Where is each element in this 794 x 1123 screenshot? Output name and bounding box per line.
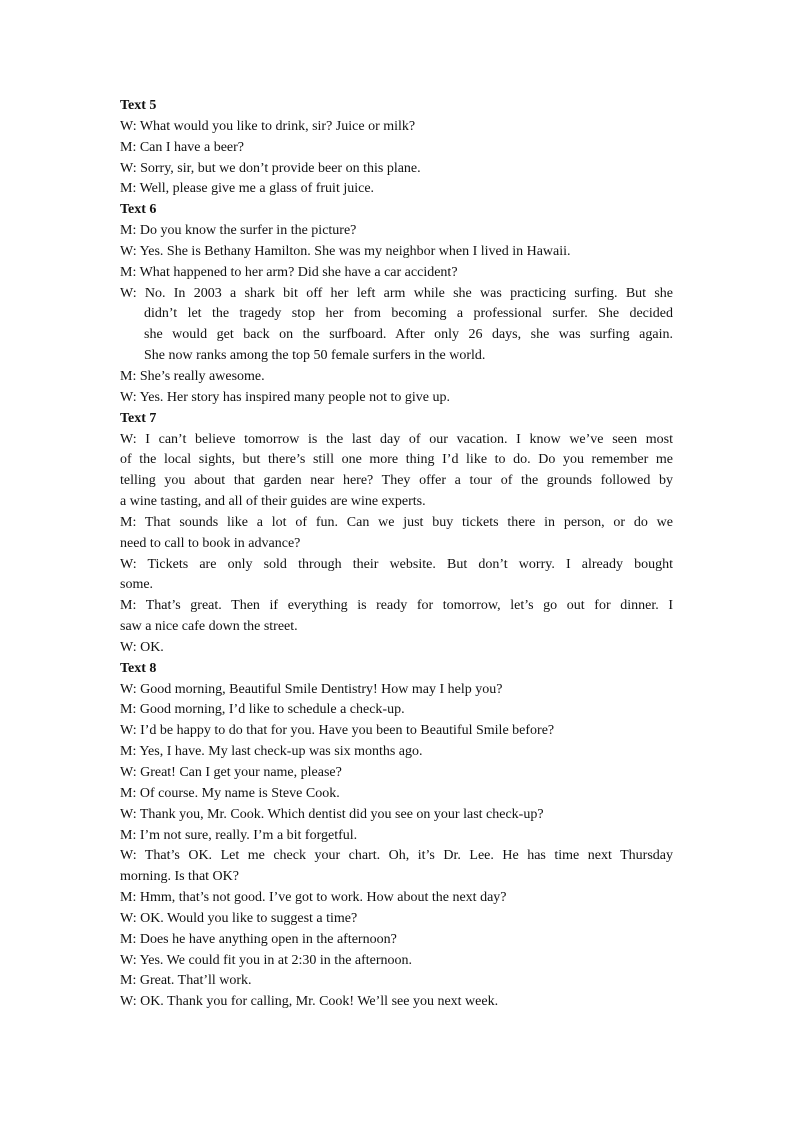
- section-heading: Text 5: [120, 98, 157, 113]
- dialogue-line: W: Thank you, Mr. Cook. Which dentist did you see on your last check-up?: [120, 806, 544, 822]
- dialogue-line-continuation: She now ranks among the top 50 female surfers in the world.: [144, 348, 486, 364]
- dialogue-line: W: No. In 2003 a shark bit off her left arm while she was practicing surfing. But she: [120, 285, 673, 301]
- dialogue-line: W: OK.: [120, 639, 164, 655]
- dialogue-line: M: That sounds like a lot of fun. Can we just buy tickets there in person, or do we: [120, 514, 673, 530]
- dialogue-line: W: Yes. She is Bethany Hamilton. She was my neighbor when I lived in Hawaii.: [120, 243, 571, 259]
- dialogue-line-continuation: she would get back on the surfboard. After only 26 days, she was surfing again.: [144, 327, 673, 343]
- dialogue-line: M: Great. That’ll work.: [120, 973, 252, 989]
- section-heading: Text 6: [120, 202, 157, 218]
- dialogue-line: M: Yes, I have. My last check-up was six months ago.: [120, 744, 423, 760]
- document-body: [120, 96, 673, 1013]
- dialogue-line: W: Yes. Her story has inspired many people not to give up.: [120, 389, 450, 405]
- dialogue-line: W: I’d be happy to do that for you. Have you been to Beautiful Smile before?: [120, 723, 555, 739]
- dialogue-line: W: What would you like to drink, sir? Juice or milk?: [120, 118, 416, 134]
- dialogue-line: W: Good morning, Beautiful Smile Dentistry! How may I help you?: [120, 681, 503, 697]
- dialogue-line: M: What happened to her arm? Did she have a car accident?: [120, 264, 458, 280]
- dialogue-line-continuation: telling you about that garden near here? They offer a tour of the grounds followed by: [120, 473, 673, 489]
- dialogue-line-continuation: didn’t let the tragedy stop her from becoming a professional surfer. She decided: [144, 306, 673, 322]
- dialogue-line: M: Good morning, I’d like to schedule a check-up.: [120, 702, 405, 718]
- dialogue-line: M: Of course. My name is Steve Cook.: [120, 785, 340, 801]
- dialogue-line: W: Sorry, sir, but we don’t provide beer on this plane.: [120, 160, 421, 176]
- dialogue-line: W: That’s OK. Let me check your chart. Oh, it’s Dr. Lee. He has time next Thursday: [120, 848, 673, 864]
- dialogue-line: M: Hmm, that’s not good. I’ve got to work. How about the next day?: [120, 890, 507, 906]
- dialogue-line-continuation: a wine tasting, and all of their guides are wine experts.: [120, 494, 426, 510]
- dialogue-line: W: Tickets are only sold through their website. But don’t worry. I already bought: [120, 556, 673, 572]
- dialogue-line-continuation: saw a nice cafe down the street.: [120, 619, 298, 635]
- dialogue-line: M: Can I have a beer?: [120, 139, 244, 155]
- dialogue-line: W: OK. Thank you for calling, Mr. Cook! We’ll see you next week.: [120, 994, 499, 1010]
- dialogue-line-continuation: morning. Is that OK?: [120, 869, 239, 885]
- dialogue-line: M: Well, please give me a glass of fruit juice.: [120, 181, 375, 197]
- dialogue-line-continuation: of the local sights, but there’s still one more thing I’d like to do. Do you remember me: [120, 452, 673, 468]
- dialogue-line: M: She’s really awesome.: [120, 368, 265, 384]
- dialogue-line: W: OK. Would you like to suggest a time?: [120, 910, 358, 926]
- section-heading: Text 8: [120, 660, 157, 676]
- dialogue-line: M: I’m not sure, really. I’m a bit forgetful.: [120, 827, 358, 843]
- dialogue-line: W: Great! Can I get your name, please?: [120, 765, 342, 780]
- dialogue-line-continuation: some.: [120, 577, 154, 593]
- dialogue-line: M: Does he have anything open in the afternoon?: [120, 931, 397, 947]
- dialogue-line-continuation: need to call to book in advance?: [120, 535, 301, 551]
- dialogue-line: W: Yes. We could fit you in at 2:30 in the afternoon.: [120, 952, 413, 968]
- dialogue-line: M: That’s great. Then if everything is ready for tomorrow, let’s go out for dinner. I: [120, 598, 673, 614]
- dialogue-line: M: Do you know the surfer in the picture?: [120, 223, 357, 239]
- section-heading: Text 7: [120, 410, 157, 426]
- dialogue-line: W: I can’t believe tomorrow is the last day of our vacation. I know we’ve seen most: [120, 431, 673, 447]
